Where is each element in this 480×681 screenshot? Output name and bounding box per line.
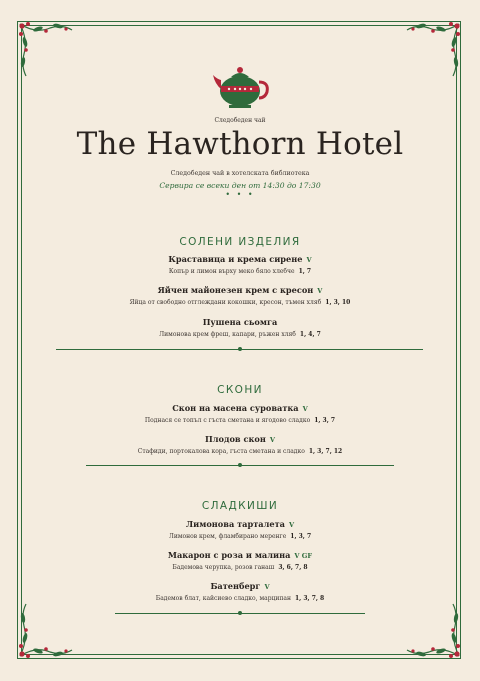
menu-item-name: Плодов скон V: [205, 434, 275, 444]
allergen-codes: 1, 3, 7, 12: [308, 448, 343, 455]
dietary-tag: V: [264, 583, 270, 591]
holly-branch-icon: [16, 20, 76, 80]
allergen-codes: 3, 6, 7, 8: [278, 564, 308, 571]
dietary-tag: V: [302, 405, 308, 413]
allergen-codes: 1, 4, 7: [299, 331, 321, 338]
dietary-tag: V: [269, 436, 275, 444]
menu-item-desc: Лимонова крем фреш, капари, ръжен хляб 1, 4, 7: [159, 331, 321, 338]
dietary-tag: V GF: [294, 552, 313, 560]
allergen-codes: 1, 3, 7: [290, 533, 312, 540]
menu-item-name: Краставица и крема сирене V: [168, 254, 312, 264]
menu-item-desc: Копър и лимон върху меко бяло хлебче 1, 7: [168, 268, 312, 275]
divider-dot: [238, 347, 242, 351]
menu-item-desc: Бадемов блат, кайсиево сладко, марципан 1, 3, 7, 8: [155, 595, 325, 602]
allergen-codes: 1, 3, 10: [325, 299, 351, 306]
section-title-savory: СОЛЕНИ ИЗДЕЛИЯ: [179, 236, 301, 248]
menu-item-desc: Лимонов крем, фламбирано меренге 1, 3, 7: [168, 533, 312, 540]
divider-dot: [238, 611, 242, 615]
header-ornament: • • •: [225, 190, 255, 199]
menu-item-desc: Поднася се топъл с гъста сметана и ягодово сладко 1, 3, 7: [144, 417, 336, 424]
menu-item-name: Яйчен майонезен крем с кресон V: [157, 285, 323, 295]
menu-item-name: Пушена сьомга: [202, 317, 278, 327]
allergen-codes: 1, 3, 7, 8: [294, 595, 325, 602]
allergen-codes: 1, 3, 7: [314, 417, 336, 424]
menu-item-desc: Стафиди, портокалова кора, гъста сметана и сладко 1, 3, 7, 12: [137, 448, 343, 455]
menu-item-name: Скон на масена суроватка V: [172, 403, 308, 413]
menu-item-name: Батенберг V: [210, 581, 270, 591]
holly-branch-icon: [403, 600, 463, 660]
section-title-sweets: СЛАДКИШИ: [201, 500, 279, 512]
dietary-tag: V: [306, 256, 312, 264]
serving-hours: Сервира се всеки ден от 14:30 до 17:30: [159, 181, 321, 190]
menu-item-desc: Бадемова черупка, розов ганаш 3, 6, 7, 8: [172, 564, 308, 571]
dietary-tag: V: [288, 521, 295, 529]
allergen-codes: 1, 7: [298, 268, 312, 275]
hotel-name: The Hawthorn Hotel: [76, 126, 404, 162]
menu-item-desc: Яйца от свободно отглеждани кокошки, кресон, тъмен хляб 1, 3, 10: [129, 299, 351, 306]
menu-item-name: Лимонова тарталета V: [185, 519, 295, 529]
menu-item-name: Макарон с роза и малина V GF: [167, 550, 313, 560]
teapot-icon: [209, 64, 271, 110]
holly-branch-icon: [403, 20, 463, 80]
holly-branch-icon: [16, 600, 76, 660]
divider-dot: [238, 463, 242, 467]
section-title-scones: СКОНИ: [217, 384, 263, 396]
location-line: Следобеден чай в хотелската библиотека: [170, 170, 310, 177]
dietary-tag: V: [317, 287, 323, 295]
menu-tag: Следобеден чай: [214, 117, 266, 124]
